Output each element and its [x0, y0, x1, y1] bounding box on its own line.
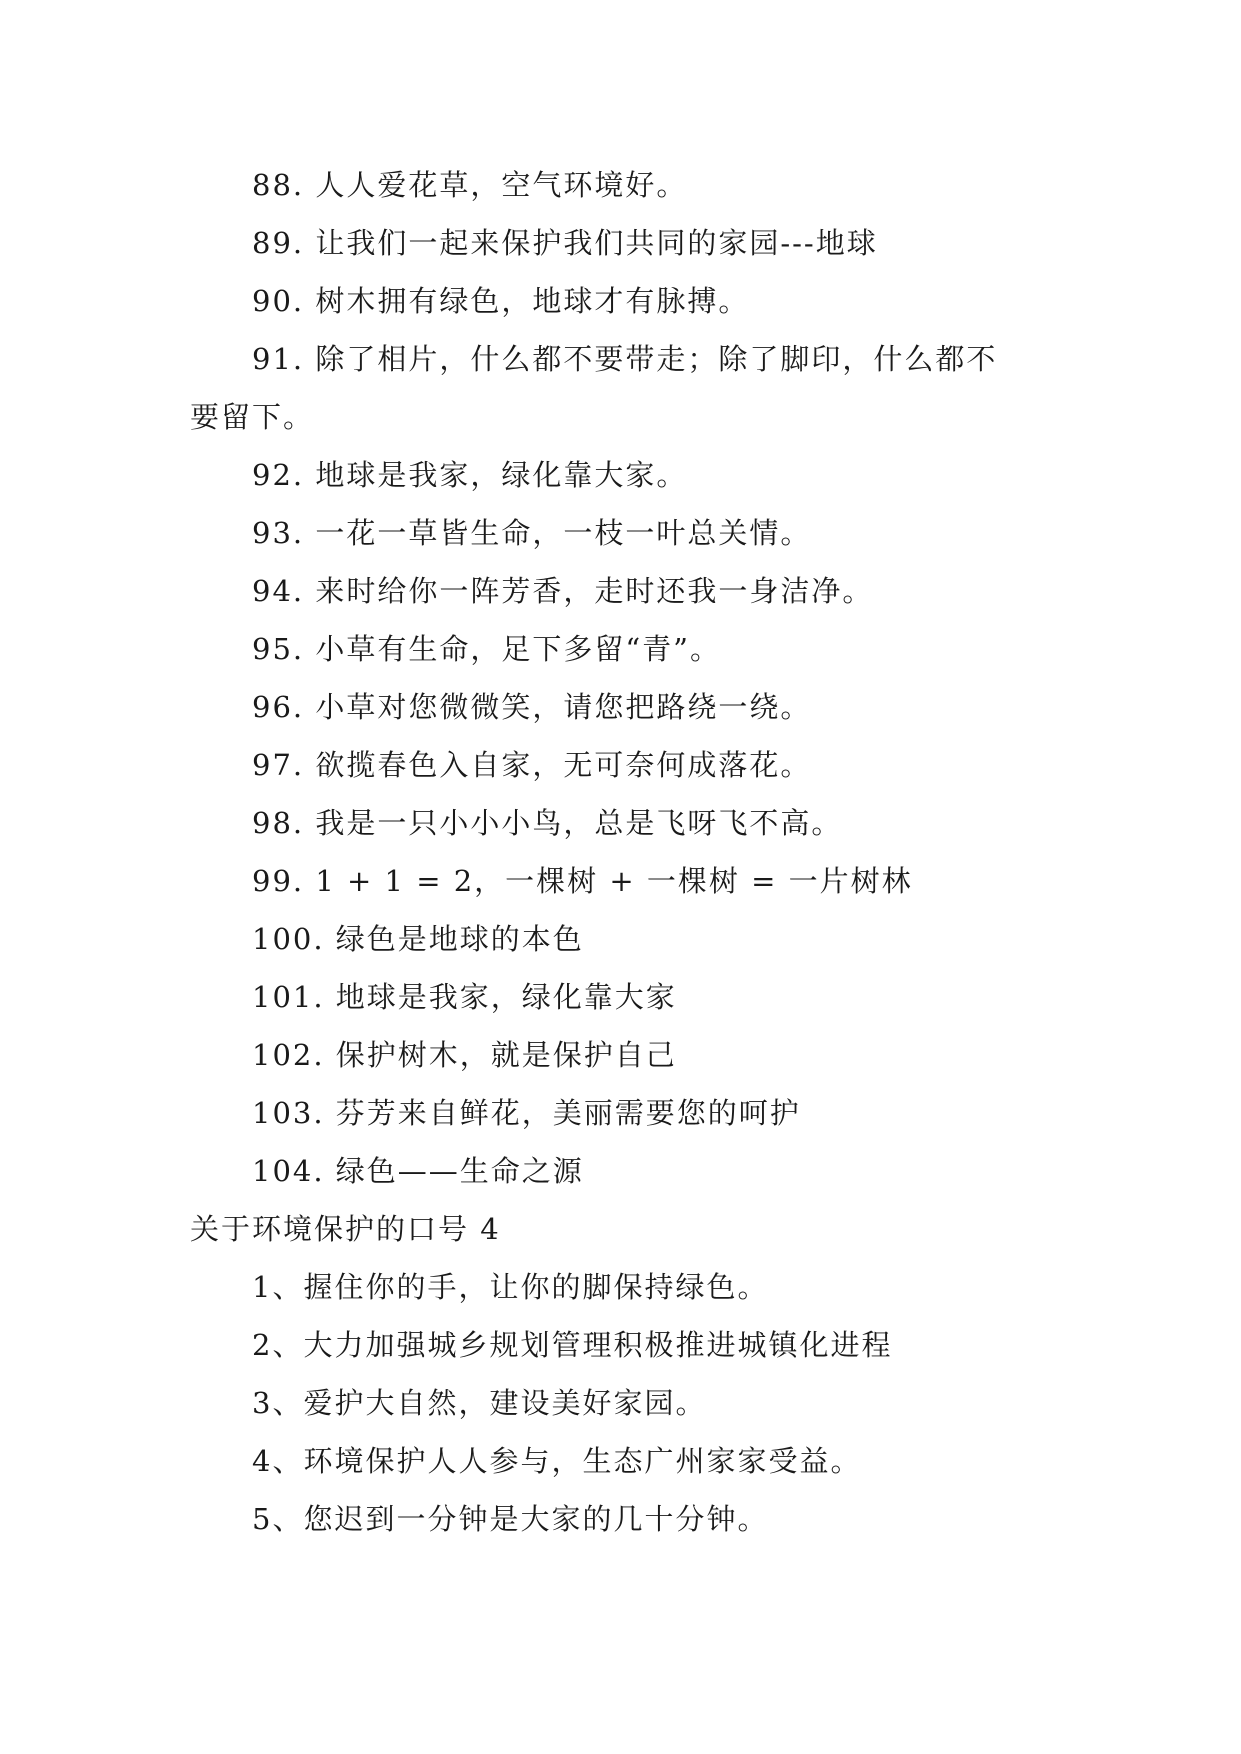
slogan-4: 4、环境保护人人参与，生态广州家家受益。 — [252, 1444, 862, 1478]
slogan-5: 5、您迟到一分钟是大家的几十分钟。 — [252, 1502, 769, 1536]
slogan-103: 103. 芬芳来自鲜花，美丽需要您的呵护 — [252, 1096, 801, 1130]
slogan-88: 88. 人人爱花草，空气环境好。 — [252, 168, 688, 202]
document-body — [190, 156, 1060, 1548]
slogan-94: 94. 来时给你一阵芳香，走时还我一身洁净。 — [252, 574, 874, 608]
slogan-95: 95. 小草有生命，足下多留“青”。 — [252, 632, 721, 666]
slogan-91-line-1: 91. 除了相片，什么都不要带走；除了脚印，什么都不 — [252, 342, 998, 376]
slogan-101: 101. 地球是我家，绿化靠大家 — [252, 980, 677, 1014]
slogan-104: 104. 绿色——生命之源 — [252, 1154, 584, 1188]
slogan-2: 2、大力加强城乡规划管理积极推进城镇化进程 — [252, 1328, 893, 1362]
slogan-89: 89. 让我们一起来保护我们共同的家园---地球 — [252, 226, 878, 260]
slogan-100: 100. 绿色是地球的本色 — [252, 922, 584, 956]
section-heading: 关于环境保护的口号 4 — [190, 1212, 501, 1246]
slogan-98: 98. 我是一只小小小鸟，总是飞呀飞不高。 — [252, 806, 843, 840]
slogan-97: 97. 欲揽春色入自家，无可奈何成落花。 — [252, 748, 812, 782]
slogan-3: 3、爱护大自然，建设美好家园。 — [252, 1386, 707, 1420]
slogan-96: 96. 小草对您微微笑，请您把路绕一绕。 — [252, 690, 812, 724]
slogan-102: 102. 保护树木，就是保护自己 — [252, 1038, 677, 1072]
slogan-93: 93. 一花一草皆生命，一枝一叶总关情。 — [252, 516, 812, 550]
slogan-1: 1、握住你的手，让你的脚保持绿色。 — [252, 1270, 769, 1304]
slogan-92: 92. 地球是我家，绿化靠大家。 — [252, 458, 688, 492]
slogan-99: 99. 1 + 1 = 2，一棵树 + 一棵树 = 一片树林 — [252, 864, 913, 898]
slogan-90: 90. 树木拥有绿色，地球才有脉搏。 — [252, 284, 750, 318]
slogan-91-line-2: 要留下。 — [190, 400, 315, 434]
